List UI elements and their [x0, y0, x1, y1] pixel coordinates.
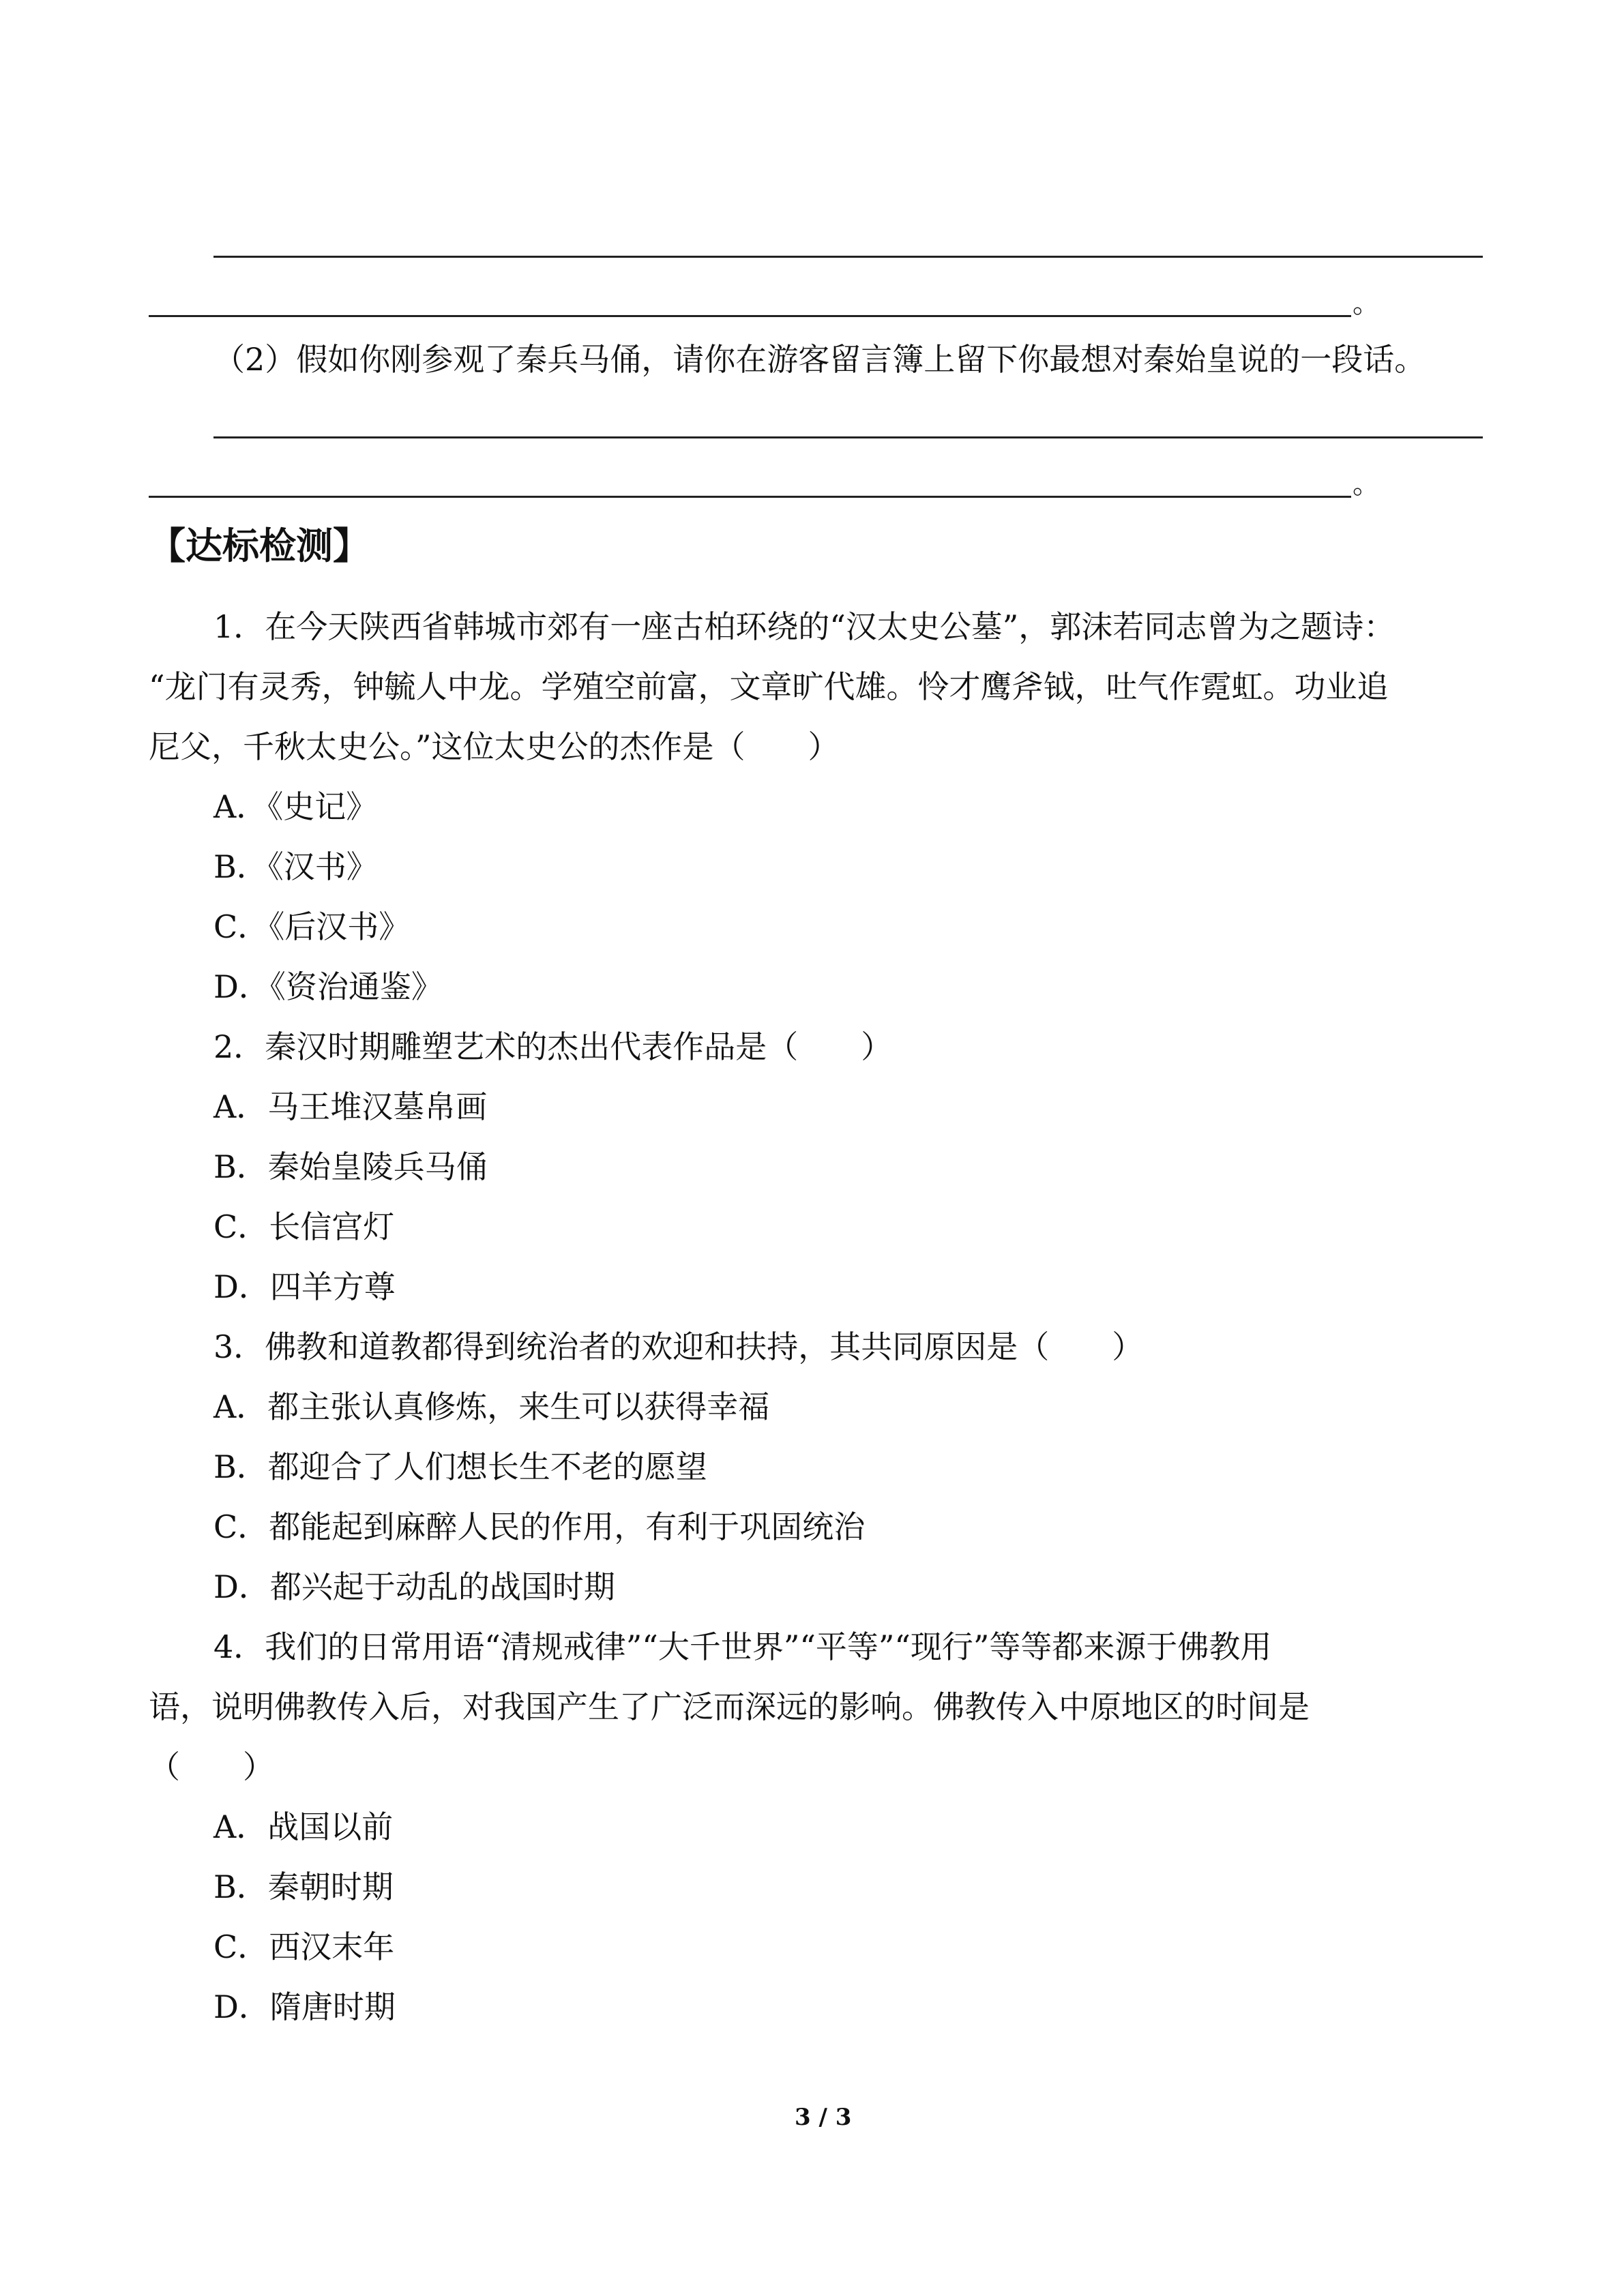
question-stem: 3．佛教和道教都得到统治者的欢迎和扶持，其共同原因是（ ） [213, 1328, 1144, 1365]
option-d[interactable]: D．《资治通鉴》 [213, 968, 443, 1005]
question-stem: 尼父，千秋太史公。”这位太史公的杰作是（ ） [149, 728, 840, 765]
answer-line[interactable] [213, 436, 1483, 438]
option-a[interactable]: A．马王堆汉墓帛画 [213, 1088, 488, 1125]
option-c[interactable]: C．都能起到麻醉人民的作用，有利于巩固统治 [213, 1508, 866, 1545]
question-stem: 语，说明佛教传入后，对我国产生了广泛而深远的影响。佛教传入中原地区的时间是 [149, 1688, 1310, 1725]
question-stem: 1．在今天陕西省韩城市郊有一座古柏环绕的“汉太史公墓”，郭沫若同志曾为之题诗： [213, 608, 1396, 645]
answer-line[interactable] [213, 256, 1483, 258]
answer-line[interactable] [149, 496, 1351, 498]
option-d[interactable]: D．四羊方尊 [213, 1268, 396, 1305]
option-c[interactable]: C．西汉末年 [213, 1928, 395, 1965]
section-title: 【达标检测】 [149, 524, 370, 567]
option-a[interactable]: A．《史记》 [213, 788, 378, 825]
option-d[interactable]: D．隋唐时期 [213, 1988, 396, 2025]
question-prompt: （2）假如你刚参观了秦兵马俑，请你在游客留言簿上留下你最想对秦始皇说的一段话。 [213, 341, 1426, 378]
option-a[interactable]: A．都主张认真修炼，来生可以获得幸福 [213, 1388, 770, 1425]
period-mark: 。 [1353, 288, 1380, 319]
option-c[interactable]: C．长信宫灯 [213, 1208, 395, 1245]
period-mark: 。 [1353, 468, 1380, 500]
option-b[interactable]: B．《汉书》 [213, 848, 378, 885]
option-b[interactable]: B．秦始皇陵兵马俑 [213, 1148, 488, 1185]
option-b[interactable]: B．都迎合了人们想长生不老的愿望 [213, 1448, 707, 1485]
question-stem: 2．秦汉时期雕塑艺术的杰出代表作品是（ ） [213, 1028, 893, 1065]
page-number: 3 / 3 [795, 2104, 852, 2131]
option-d[interactable]: D．都兴起于动乱的战国时期 [213, 1568, 615, 1605]
answer-line[interactable] [149, 315, 1351, 317]
question-stem: 4．我们的日常用语“清规戒律”“大千世界”“平等”“现行”等等都来源于佛教用 [213, 1628, 1272, 1665]
option-c[interactable]: C．《后汉书》 [213, 908, 411, 945]
question-stem: （ ） [149, 1748, 274, 1785]
question-stem: “龙门有灵秀，钟毓人中龙。学殖空前富，文章旷代雄。怜才鹰斧钺，吐气作霓虹。功业追 [149, 668, 1389, 705]
option-a[interactable]: A．战国以前 [213, 1808, 394, 1845]
option-b[interactable]: B．秦朝时期 [213, 1868, 394, 1905]
